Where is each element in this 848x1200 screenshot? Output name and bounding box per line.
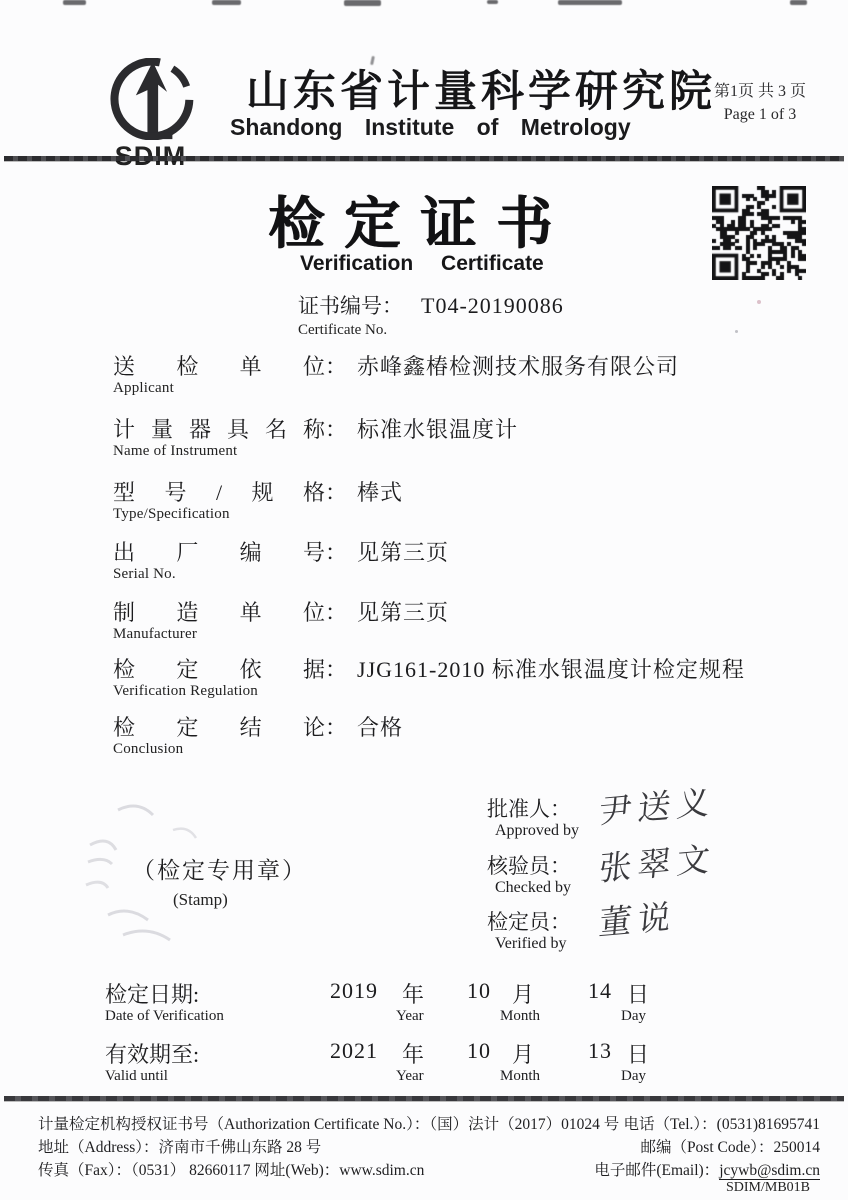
signature-approved-by (487, 784, 718, 839)
page-indicator (694, 80, 826, 126)
unit-en: Year (396, 1068, 424, 1084)
signature-label-zh: 批准人： (487, 797, 571, 821)
field-value: JJG161-2010 标准水银温度计检定规程 (357, 657, 745, 682)
date-label-en: Date of Verification (105, 1008, 224, 1024)
unit-en: Year (396, 1008, 424, 1024)
certificate-no-label: 证书编号： (298, 294, 403, 318)
footer-line-2 (38, 1135, 820, 1157)
authorization-certificate-no: 计量检定机构授权证书号（Authorization Certificate No.）：（国）法计（2017）01024 号 (38, 1116, 620, 1133)
colon: ： (325, 417, 348, 442)
org-title-en: Shandong Institute of Metrology (230, 114, 631, 140)
signature-label-en: Checked by (495, 879, 571, 896)
unit-zh: 日 (627, 982, 650, 1007)
scan-artifact (212, 0, 241, 5)
field-type-spec (113, 476, 404, 522)
page-indicator-zh: 第1页 共 3 页 (713, 83, 806, 100)
field-instrument-name (113, 413, 519, 459)
telephone: 电话（Tel.）：(0531)81695741 (623, 1116, 820, 1133)
unit-zh: 月 (512, 982, 535, 1007)
signature-label-zh: 核验员： (487, 854, 571, 878)
field-label-en: Verification Regulation (113, 683, 258, 699)
unit-zh: 年 (402, 982, 425, 1007)
field-verification-regulation (113, 653, 745, 699)
field-value: 赤峰鑫椿检测技术服务有限公司 (357, 354, 680, 379)
field-value: 见第三页 (357, 600, 450, 625)
date-year-unit (396, 978, 425, 1024)
signature-label-zh: 检定员： (487, 910, 571, 934)
signature-label-en: Approved by (495, 822, 579, 839)
date-label-zh: 检定日期: (105, 982, 200, 1007)
stamp-label-en: (Stamp) (173, 890, 228, 909)
colon: ： (325, 540, 348, 565)
unit-zh: 月 (512, 1042, 535, 1067)
scan-artifact (558, 0, 622, 5)
fax-and-web: 传真（Fax）：（0531） 82660117 网址(Web)：www.sdim.cn (38, 1162, 425, 1179)
unit-zh: 日 (627, 1042, 650, 1067)
field-value: 合格 (357, 715, 404, 740)
field-value: 见第三页 (357, 540, 450, 565)
valid-until-row (105, 1038, 650, 1084)
signature-handwriting: 张翠文 (597, 841, 718, 889)
date-month-unit (500, 1038, 541, 1084)
scan-artifact (344, 0, 381, 6)
scan-artifact (790, 0, 807, 5)
scan-speck (735, 330, 738, 333)
field-label-zh: 制造单位 (113, 600, 325, 625)
field-label-en: Applicant (113, 380, 174, 396)
date-day-value: 14 (588, 978, 612, 1003)
footer-rule (4, 1096, 844, 1101)
colon: ： (325, 354, 348, 379)
sdim-logo (93, 58, 208, 172)
unit-en: Month (500, 1008, 541, 1024)
certificate-no-line (298, 290, 564, 320)
field-value: 棒式 (357, 480, 404, 505)
date-label-zh: 有效期至: (105, 1042, 200, 1067)
date-month-value: 10 (467, 1038, 491, 1063)
date-year-unit (396, 1038, 425, 1084)
field-label-en: Serial No. (113, 566, 176, 582)
date-day-value: 13 (588, 1038, 612, 1063)
field-label-zh: 计量器具名称 (113, 417, 325, 442)
date-of-verification-row (105, 978, 650, 1024)
signature-label-en: Verified by (495, 935, 567, 952)
field-label-zh: 送检单位 (113, 354, 325, 379)
date-label-en: Valid until (105, 1068, 168, 1084)
header-rule (4, 156, 844, 161)
unit-en: Day (621, 1068, 646, 1084)
field-serial-no (113, 536, 450, 582)
date-year-value: 2019 (330, 978, 378, 1003)
certificate-no-value: T04-20190086 (421, 293, 564, 318)
form-code: SDIM/MB01B (725, 1180, 810, 1195)
colon: ： (325, 715, 348, 740)
field-applicant (113, 350, 680, 396)
field-label-zh: 检定依据 (113, 657, 325, 682)
post-code: 邮编（Post Code）：250014 (640, 1139, 820, 1156)
email-label: 电子邮件(Email)： (594, 1162, 720, 1179)
email-value: jcywb@sdim.cn (719, 1162, 820, 1179)
email (594, 1158, 820, 1180)
page-indicator-en: Page 1 of 3 (723, 106, 797, 123)
signature-checked-by (487, 841, 718, 896)
scan-artifact (63, 0, 86, 5)
date-day-unit (621, 978, 650, 1024)
field-label-en: Type/Specification (113, 506, 230, 522)
unit-en: Day (621, 1008, 646, 1024)
field-label-en: Conclusion (113, 741, 184, 757)
field-manufacturer (113, 596, 450, 642)
date-month-value: 10 (467, 978, 491, 1003)
qr-code (712, 186, 806, 280)
footer-line-3 (38, 1158, 820, 1180)
date-year-value: 2021 (330, 1038, 378, 1063)
signature-handwriting: 董说 (597, 899, 679, 943)
field-label-en: Manufacturer (113, 626, 198, 642)
field-value: 标准水银温度计 (357, 417, 519, 442)
certificate-title-en: Verification Certificate (300, 252, 544, 275)
field-label-zh: 出厂编号 (113, 540, 325, 565)
colon: ： (325, 600, 348, 625)
field-label-zh: 检定结论 (113, 715, 325, 740)
sdim-emblem-icon (105, 58, 197, 140)
colon: ： (325, 657, 348, 682)
stamp-label-zh: （检定专用章） (132, 858, 307, 883)
scan-artifact (487, 0, 498, 4)
field-conclusion (113, 711, 404, 757)
scan-speck (757, 300, 761, 304)
date-day-unit (621, 1038, 650, 1084)
colon: ： (325, 480, 348, 505)
footer-line-1 (38, 1112, 820, 1134)
signature-handwriting: 尹送义 (597, 784, 718, 832)
org-title-zh: 山东省计量科学研究院 (246, 69, 716, 116)
unit-zh: 年 (402, 1042, 425, 1067)
certificate-title-zh: 检定证书 (268, 194, 572, 256)
signature-verified-by (487, 899, 679, 952)
certificate-no-label-en: Certificate No. (298, 322, 388, 338)
field-label-en: Name of Instrument (113, 443, 238, 459)
address: 地址（Address）：济南市千佛山东路 28 号 (38, 1139, 322, 1156)
date-month-unit (500, 978, 541, 1024)
unit-en: Month (500, 1068, 541, 1084)
field-label-zh: 型号/规格 (113, 480, 325, 505)
